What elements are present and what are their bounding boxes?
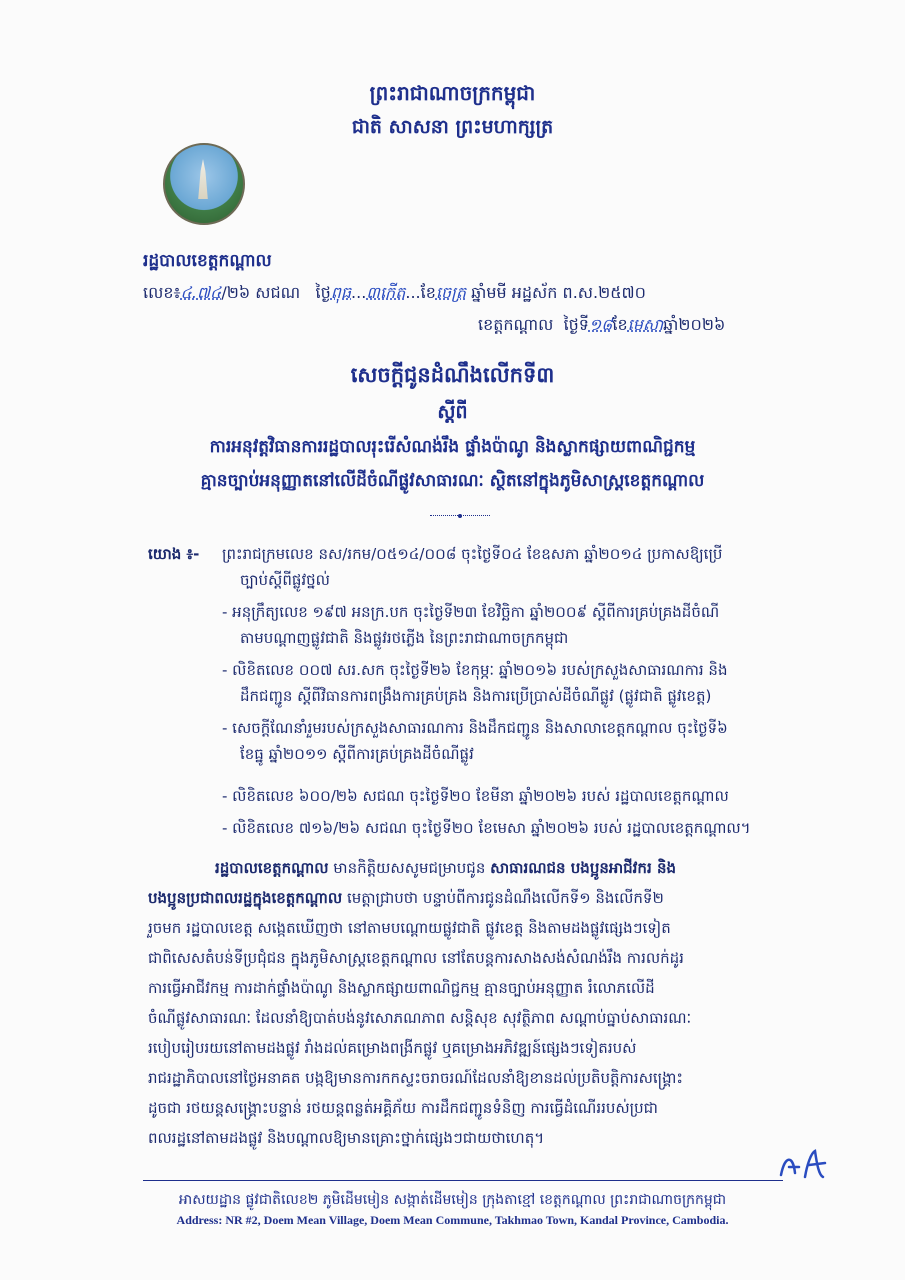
- body-line: ពលរដ្ឋនៅតាមដងផ្លូវ និងបណ្ដាលឱ្យមានគ្រោះថ្នាក់ផ្សេងៗជាយថាហេតុ។: [148, 1129, 545, 1147]
- body-line: របៀបរៀបរយនៅតាមដងផ្លូវ រាំងដល់គម្រោងពង្រីកផ្លូវ ឬគម្រោងអភិវឌ្ឍន៍ផ្សេងៗទៀតរបស់: [148, 1039, 637, 1057]
- body-line-1: [215, 856, 676, 881]
- lunar-dots-2: ...: [405, 283, 421, 302]
- body-line: ការធ្វើអាជីវកម្ម ការដាក់ផ្ទាំងប៉ាណូ និងស្លាកផ្សាយពាណិជ្ជកម្ម គ្មានច្បាប់អនុញ្ញាត រំលោភលើដី: [148, 979, 655, 997]
- body-lead-rest: មានកិត្តិយសសូមជម្រាបជូន: [328, 859, 491, 877]
- basis-line: ព្រះរាជក្រមលេខ នស/រកម/០៥១៤/០០៨ ចុះថ្ងៃទី០៤ ខែឧសភា ឆ្នាំ២០១៤ ប្រកាសឱ្យប្រើ: [222, 545, 723, 563]
- subject-line-2: គ្មានច្បាប់អនុញ្ញាតនៅលើដីចំណីផ្លូវសាធារណៈ ស្ថិតនៅក្នុងភូមិសាស្ត្រខេត្តកណ្ដាល: [200, 471, 705, 491]
- lunar-day: ពុធ: [330, 283, 352, 302]
- basis-line: តាមបណ្ដាញផ្លូវជាតិ និងផ្លូវរថភ្លើង នៃព្រះរាជាណាចក្រកម្ពុជា: [240, 629, 569, 647]
- body-line: រួចមក រដ្ឋបាលខេត្ត សង្កេតឃើញថា នៅតាមបណ្ដោយផ្លូវជាតិ ផ្លូវខេត្ត និងតាមដងផ្លូវផ្សេងៗទៀត: [148, 919, 671, 937]
- lunar-month: ចេត្រ: [435, 283, 467, 302]
- lunar-day-label: ថ្ងៃ: [315, 283, 331, 302]
- motto-heading: ជាតិ សាសនា ព្រះមហាក្សត្រ: [351, 116, 554, 138]
- initials-signature: [775, 1145, 835, 1185]
- body-line: ចំណីផ្លូវសាធារណៈ ដែលនាំឱ្យបាត់បង់នូវសោភណភាព សន្តិសុខ សុវត្ថិភាព សណ្ដាប់ធ្នាប់សាធារណៈ: [148, 1009, 692, 1027]
- ref-prefix: លេខ៖: [143, 283, 181, 302]
- date-day: ១៨: [588, 315, 613, 334]
- kingdom-heading: ព្រះរាជាណាចក្រកម្ពុជា: [369, 81, 536, 105]
- notice-title: សេចក្ដីជូនដំណឹងលើកទី៣: [350, 363, 555, 387]
- basis-line: - សេចក្ដីណែនាំរួមរបស់ក្រសួងសាធារណការ និងដឹកជញ្ជូន និងសាលាខេត្តកណ្ដាល ចុះថ្ងៃទី៦: [222, 719, 728, 737]
- basis-line: ច្បាប់ស្ដីពីផ្លូវថ្នល់: [240, 571, 330, 589]
- basis-label: យោង ៖-: [148, 545, 200, 563]
- subject-line-1: ការអនុវត្តវិធានការរដ្ឋបាលរុះរើសំណង់រឹង ផ្ទាំងប៉ាណូ និងស្លាកផ្សាយពាណិជ្ជកម្ម: [209, 437, 696, 457]
- basis-line: - លិខិតលេខ ០០៧ សរ.សក ចុះថ្ងៃទី២៦ ខែកុម្ភៈ ឆ្នាំ២០១៦ របស់ក្រសួងសាធារណការ និង: [222, 661, 728, 679]
- date-line: [478, 314, 725, 338]
- date-year: ឆ្នាំ២០២៦: [663, 315, 726, 334]
- date-month-label: ខែ: [612, 315, 628, 334]
- footer-rule: [143, 1180, 783, 1181]
- body-line: រាជរដ្ឋាភិបាលនៅថ្ងៃអនាគត បង្កឱ្យមានការកកស្ទះចរាចរណ៍ដែលនាំឱ្យខានដល់ប្រតិបត្តិការសង្គ្រោះ: [148, 1069, 683, 1087]
- body-lead-bold: រដ្ឋបាលខេត្តកណ្ដាល: [215, 859, 329, 877]
- body-line2-bold: បងប្អូនប្រជាពលរដ្ឋក្នុងខេត្តកណ្ដាល: [148, 889, 343, 907]
- temple-icon: [195, 159, 211, 199]
- lunar-dots-1: ...: [351, 283, 367, 302]
- date-day-label: ថ្ងៃទី: [563, 315, 589, 334]
- basis-line: ដឹកជញ្ជូន ស្ដីពីវិធានការពង្រឹងការគ្រប់គ្រង និងការប្រើប្រាស់ដីចំណីផ្លូវ (ផ្លូវជាតិ ផ្លូវខេត្ត): [240, 687, 712, 705]
- body-lead-bold-2: សាធារណជន បងប្អូនអាជីវករ និង: [490, 859, 676, 877]
- basis-line: ខែធ្នូ ឆ្នាំ២០១១ ស្ដីពីការគ្រប់គ្រងដីចំណីផ្លូវ: [240, 745, 474, 763]
- ref-suffix: /២៦ សជណ: [221, 283, 301, 302]
- reference-line: [143, 282, 646, 306]
- date-month: មេសា: [627, 315, 664, 334]
- basis-line: - អនុក្រឹត្យលេខ ១៩៧ អនក្រ.បក ចុះថ្ងៃទី២៣ ខែវិច្ឆិកា ឆ្នាំ២០០៩ ស្ដីពីការគ្រប់គ្រងដីចំណី: [222, 603, 720, 621]
- about-label: ស្ដីពី: [437, 401, 468, 423]
- basis-line: - លិខិតលេខ ៧១៦/២៦ សជណ ចុះថ្ងៃទី២០ ខែមេសា ឆ្នាំ២០២៦ របស់ រដ្ឋបាលខេត្តកណ្ដាល។: [222, 819, 751, 837]
- basis-line: - លិខិតលេខ ៦០០/២៦ សជណ ចុះថ្ងៃទី២០ ខែមីនា ឆ្នាំ២០២៦ របស់ រដ្ឋបាលខេត្តកណ្ដាល: [222, 787, 729, 805]
- body-line-2: [148, 886, 664, 911]
- divider: [430, 515, 490, 516]
- footer-address-english: Address: NR #2, Doem Mean Village, Doem Mean Commune, Takhmao Town, Kandal Province, Cambodia.: [176, 1213, 729, 1227]
- body-line: ជាពិសេសតំបន់ទីប្រជុំជន ក្នុងភូមិសាស្ត្រខេត្តកណ្ដាល នៅតែបន្តការសាងសង់សំណង់រឹង ការលក់ដូរ: [148, 949, 684, 967]
- lunar-month-label: ខែ: [420, 283, 436, 302]
- lunar-year: ឆ្នាំមមី អដ្ឋស័ក ព.ស.២៥៧០: [471, 283, 646, 302]
- footer-address-khmer: អាសយដ្ឋាន ផ្លូវជាតិលេខ២ ភូមិដើមមៀន សង្កាត់ដើមមៀន ក្រុងតាខ្មៅ ខេត្តកណ្ដាល ព្រះរាជាណាចក្រកម្ពុជា: [178, 1192, 727, 1208]
- date-place: ខេត្តកណ្ដាល: [478, 315, 554, 334]
- ref-number: ៤.៧៤: [180, 283, 222, 302]
- lunar-date: ៣កើត: [366, 283, 406, 302]
- body-line2-rest: មេត្តាជ្រាបថា បន្ទាប់ពីការជូនដំណឹងលើកទី១ និងលើកទី២: [342, 889, 664, 907]
- issuing-organization: រដ្ឋបាលខេត្តកណ្ដាល: [143, 251, 272, 271]
- body-line: ដូចជា រថយន្តសង្គ្រោះបន្ទាន់ រថយន្តពន្លត់អគ្គិភ័យ ការដឹកជញ្ជូនទំនិញ ការធ្វើដំណើររបស់ប្រជា: [148, 1099, 658, 1117]
- provincial-seal-logo: [163, 143, 245, 225]
